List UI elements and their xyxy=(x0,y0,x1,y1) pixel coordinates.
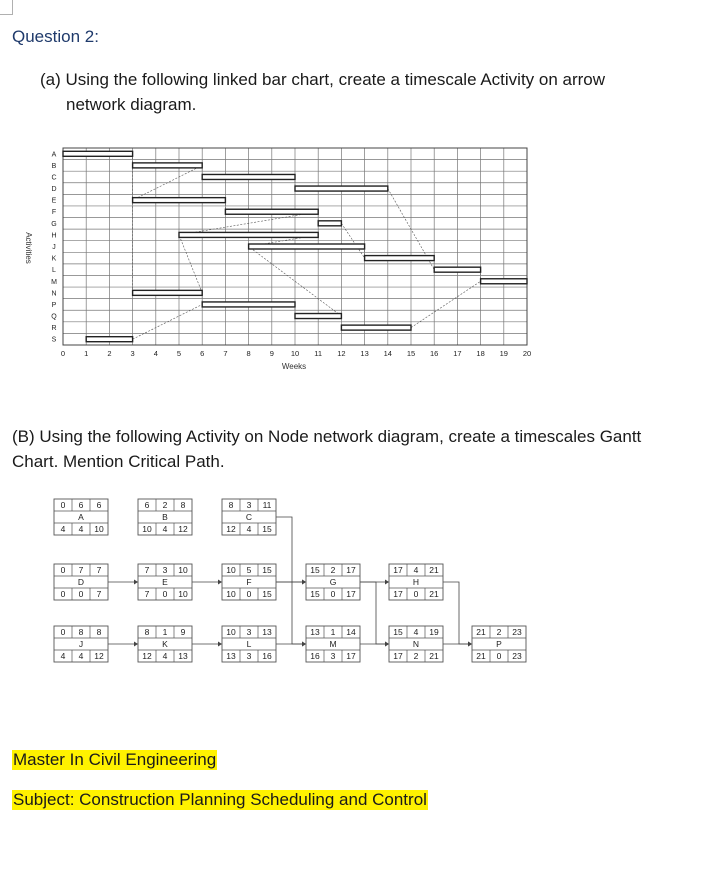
week-label-7: 7 xyxy=(223,349,228,358)
bar-S xyxy=(86,337,132,342)
aon-node-bottom-value: 10 xyxy=(226,589,236,599)
aon-node-bottom-value: 7 xyxy=(144,589,150,599)
aon-node-top-value: 7 xyxy=(96,565,102,575)
aon-node-B xyxy=(138,499,192,535)
aon-node-top-value: 0 xyxy=(60,500,66,510)
week-label-19: 19 xyxy=(499,349,508,358)
aon-node-bottom-value: 4 xyxy=(60,651,66,661)
aon-node-bottom-value: 13 xyxy=(226,651,236,661)
part-a-text xyxy=(40,67,605,117)
bar-H xyxy=(179,232,318,237)
linked-bar-chart xyxy=(0,140,720,380)
activity-label-S: S xyxy=(51,336,57,344)
aon-node-J xyxy=(54,626,108,662)
aon-node-top-value: 6 xyxy=(144,500,150,510)
activity-label-F: F xyxy=(51,209,57,217)
aon-node-top-value: 3 xyxy=(246,500,252,510)
aon-node-P xyxy=(472,626,526,662)
activity-label-G: G xyxy=(51,220,57,228)
week-label-5: 5 xyxy=(176,349,182,358)
activity-label-Q: Q xyxy=(51,313,57,321)
question-title: Question 2: xyxy=(12,27,99,46)
aon-node-top-value: 15 xyxy=(262,565,272,575)
aon-node-bottom-value: 0 xyxy=(246,589,252,599)
activity-label-B: B xyxy=(51,162,57,170)
part-b-line-2: Chart. Mention Critical Path. xyxy=(12,452,225,471)
aon-node-top-value: 11 xyxy=(262,500,272,510)
part-a-line-1: (a) Using the following linked bar chart, create a timescale Activity on arrow xyxy=(40,70,606,89)
aon-node-C xyxy=(222,499,276,535)
bar-E xyxy=(133,198,226,203)
aon-node-top-value: 7 xyxy=(78,565,84,575)
aon-node-top-value: 3 xyxy=(246,627,252,637)
aon-node-top-value: 8 xyxy=(144,627,150,637)
week-label-10: 10 xyxy=(290,349,300,358)
activity-label-J: J xyxy=(52,244,56,251)
aon-node-bottom-value: 0 xyxy=(496,651,502,661)
week-label-18: 18 xyxy=(476,349,485,358)
activity-label-D: D xyxy=(51,186,57,194)
aon-node-bottom-value: 15 xyxy=(310,589,320,599)
aon-node-top-value: 13 xyxy=(262,627,272,637)
aon-node-bottom-value: 10 xyxy=(142,524,152,534)
aon-node-top-value: 17 xyxy=(346,565,356,575)
arrow-G-N xyxy=(360,582,389,644)
aon-node-bottom-value: 4 xyxy=(60,524,66,534)
aon-node-G xyxy=(306,564,360,600)
bar-G xyxy=(318,221,341,226)
aon-node-bottom-value: 0 xyxy=(78,589,84,599)
aon-node-label: B xyxy=(162,512,168,522)
arrow-C-G xyxy=(276,517,306,582)
aon-node-top-value: 0 xyxy=(60,627,66,637)
aon-node-label: F xyxy=(246,577,252,587)
aon-node-top-value: 23 xyxy=(512,627,522,637)
aon-node-top-value: 6 xyxy=(78,500,84,510)
week-label-6: 6 xyxy=(200,349,205,358)
arrow-F-M xyxy=(276,582,306,644)
aon-node-D xyxy=(54,564,108,600)
bar-D xyxy=(295,186,388,191)
aon-node-bottom-value: 17 xyxy=(393,651,403,661)
activity-label-L: L xyxy=(52,267,56,275)
week-label-1: 1 xyxy=(84,349,89,358)
aon-node-F xyxy=(222,564,276,600)
activity-tick-labels xyxy=(51,151,57,343)
aon-node-bottom-value: 0 xyxy=(162,589,168,599)
aon-node-top-value: 8 xyxy=(96,627,102,637)
aon-node-bottom-value: 21 xyxy=(476,651,486,661)
aon-node-top-value: 2 xyxy=(162,500,168,510)
bar-B xyxy=(133,163,203,168)
aon-node-A xyxy=(54,499,108,535)
aon-node-label: E xyxy=(162,577,168,587)
bar-K xyxy=(365,256,435,261)
aon-node-label: H xyxy=(412,577,420,587)
aon-node-bottom-value: 17 xyxy=(346,589,356,599)
arrow-head xyxy=(468,642,472,647)
bar-R xyxy=(341,325,411,330)
aon-node-top-value: 8 xyxy=(180,500,186,510)
link-R-M xyxy=(411,281,481,327)
aon-node-top-value: 3 xyxy=(162,565,168,575)
week-label-3: 3 xyxy=(130,349,135,358)
aon-node-top-value: 15 xyxy=(393,627,403,637)
aon-node-top-value: 0 xyxy=(60,565,66,575)
aon-node-top-value: 2 xyxy=(496,627,502,637)
bar-P xyxy=(202,302,295,307)
aon-node-top-value: 19 xyxy=(429,627,439,637)
aon-node-bottom-value: 12 xyxy=(226,524,236,534)
bar-Q xyxy=(295,314,341,319)
aon-node-top-value: 10 xyxy=(178,565,188,575)
part-b-line-1: (B) Using the following Activity on Node network diagram, create a timescales Gantt xyxy=(12,427,642,446)
bar-C xyxy=(202,174,295,179)
activity-label-H: H xyxy=(51,232,57,240)
arrow-head xyxy=(134,642,138,647)
aon-node-top-value: 1 xyxy=(162,627,168,637)
course-title: Master In Civil Engineering xyxy=(13,750,217,769)
week-label-9: 9 xyxy=(269,349,274,358)
aon-node-bottom-value: 15 xyxy=(262,589,272,599)
aon-network-diagram xyxy=(0,490,720,680)
subject-title: Subject: Construction Planning Scheduling and Control xyxy=(13,790,427,809)
aon-node-bottom-value: 0 xyxy=(330,589,336,599)
aon-node-bottom-value: 21 xyxy=(429,589,439,599)
week-label-13: 13 xyxy=(360,349,369,358)
aon-node-M xyxy=(306,626,360,662)
activity-label-E: E xyxy=(51,197,57,205)
aon-node-label: K xyxy=(162,639,168,649)
activity-label-R: R xyxy=(51,325,57,333)
aon-node-bottom-value: 12 xyxy=(142,651,152,661)
arrow-head xyxy=(302,580,306,585)
aon-node-bottom-value: 16 xyxy=(310,651,320,661)
activity-label-A: A xyxy=(51,151,57,159)
aon-node-top-value: 7 xyxy=(144,565,150,575)
aon-node-bottom-value: 21 xyxy=(429,651,439,661)
aon-node-E xyxy=(138,564,192,600)
aon-node-bottom-value: 4 xyxy=(162,651,168,661)
arrow-head xyxy=(385,580,389,585)
arrow-head xyxy=(218,642,222,647)
arrow-head xyxy=(134,580,138,585)
aon-node-top-value: 10 xyxy=(226,565,236,575)
aon-node-top-value: 8 xyxy=(78,627,84,637)
aon-node-top-value: 10 xyxy=(226,627,236,637)
bar-A xyxy=(63,151,133,156)
aon-node-bottom-value: 7 xyxy=(96,589,102,599)
aon-node-N xyxy=(389,626,443,662)
aon-node-bottom-value: 17 xyxy=(393,589,403,599)
aon-node-top-value: 13 xyxy=(310,627,320,637)
aon-node-bottom-value: 12 xyxy=(94,651,104,661)
week-label-2: 2 xyxy=(107,349,112,358)
aon-node-label: C xyxy=(245,512,253,522)
week-label-17: 17 xyxy=(453,349,462,358)
week-label-14: 14 xyxy=(383,349,392,358)
aon-node-bottom-value: 0 xyxy=(413,589,419,599)
aon-node-K xyxy=(138,626,192,662)
aon-node-label: J xyxy=(78,639,84,649)
bar-M xyxy=(481,279,527,284)
aon-node-bottom-value: 23 xyxy=(512,651,522,661)
aon-node-label: L xyxy=(246,639,252,649)
aon-node-bottom-value: 17 xyxy=(346,651,356,661)
aon-node-bottom-value: 15 xyxy=(262,524,272,534)
week-label-20: 20 xyxy=(522,349,532,358)
week-tick-labels xyxy=(61,349,531,358)
aon-node-top-value: 15 xyxy=(310,565,320,575)
week-label-0: 0 xyxy=(60,349,66,358)
aon-node-H xyxy=(389,564,443,600)
bar-F xyxy=(225,209,318,214)
activity-label-K: K xyxy=(51,255,57,263)
arrow-H-P xyxy=(443,582,472,644)
part-a-line-2: network diagram. xyxy=(66,95,197,114)
aon-node-label: N xyxy=(412,639,420,649)
activity-label-P: P xyxy=(51,301,57,309)
aon-node-bottom-value: 0 xyxy=(60,589,66,599)
aon-node-bottom-value: 2 xyxy=(413,651,419,661)
aon-node-bottom-value: 4 xyxy=(162,524,168,534)
aon-node-label: P xyxy=(496,639,502,649)
aon-node-label: M xyxy=(329,639,337,649)
aon-node-top-value: 4 xyxy=(413,565,419,575)
activity-label-N: N xyxy=(51,290,57,298)
aon-node-bottom-value: 4 xyxy=(78,651,84,661)
aon-node-bottom-value: 10 xyxy=(94,524,104,534)
aon-node-bottom-value: 3 xyxy=(330,651,336,661)
activity-label-M: M xyxy=(51,278,57,286)
aon-node-top-value: 21 xyxy=(429,565,439,575)
aon-node-bottom-value: 10 xyxy=(178,589,188,599)
aon-node-top-value: 21 xyxy=(476,627,486,637)
aon-node-top-value: 5 xyxy=(246,565,252,575)
aon-node-bottom-value: 4 xyxy=(246,524,252,534)
aon-node-L xyxy=(222,626,276,662)
aon-node-bottom-value: 4 xyxy=(78,524,84,534)
week-label-11: 11 xyxy=(314,349,323,358)
aon-node-top-value: 1 xyxy=(330,627,336,637)
aon-node-label: D xyxy=(77,577,85,587)
arrow-head xyxy=(302,642,306,647)
aon-node-bottom-value: 12 xyxy=(178,524,188,534)
aon-node-bottom-value: 13 xyxy=(178,651,188,661)
part-b-text xyxy=(12,424,641,474)
x-axis-label: Weeks xyxy=(281,362,307,371)
bar-L xyxy=(434,267,480,272)
bar-N xyxy=(133,290,203,295)
arrow-head xyxy=(385,642,389,647)
aon-node-bottom-value: 16 xyxy=(262,651,272,661)
aon-node-label: G xyxy=(329,577,337,587)
aon-node-top-value: 14 xyxy=(346,627,356,637)
aon-node-top-value: 8 xyxy=(228,500,234,510)
arrow-head xyxy=(218,580,222,585)
aon-node-bottom-value: 3 xyxy=(246,651,252,661)
week-label-4: 4 xyxy=(153,349,158,358)
aon-node-top-value: 4 xyxy=(413,627,419,637)
week-label-15: 15 xyxy=(406,349,416,358)
bar-J xyxy=(249,244,365,249)
aon-node-top-value: 2 xyxy=(330,565,336,575)
y-axis-label: Activities xyxy=(24,232,33,264)
aon-node-top-value: 9 xyxy=(180,627,186,637)
aon-nodes xyxy=(54,499,526,662)
aon-node-top-value: 17 xyxy=(393,565,403,575)
aon-node-top-value: 6 xyxy=(96,500,102,510)
aon-node-label: A xyxy=(78,512,84,522)
week-label-8: 8 xyxy=(246,349,251,358)
week-label-12: 12 xyxy=(337,349,346,358)
page-corner-mark xyxy=(0,0,13,15)
activity-label-C: C xyxy=(51,174,57,182)
week-label-16: 16 xyxy=(430,349,439,358)
